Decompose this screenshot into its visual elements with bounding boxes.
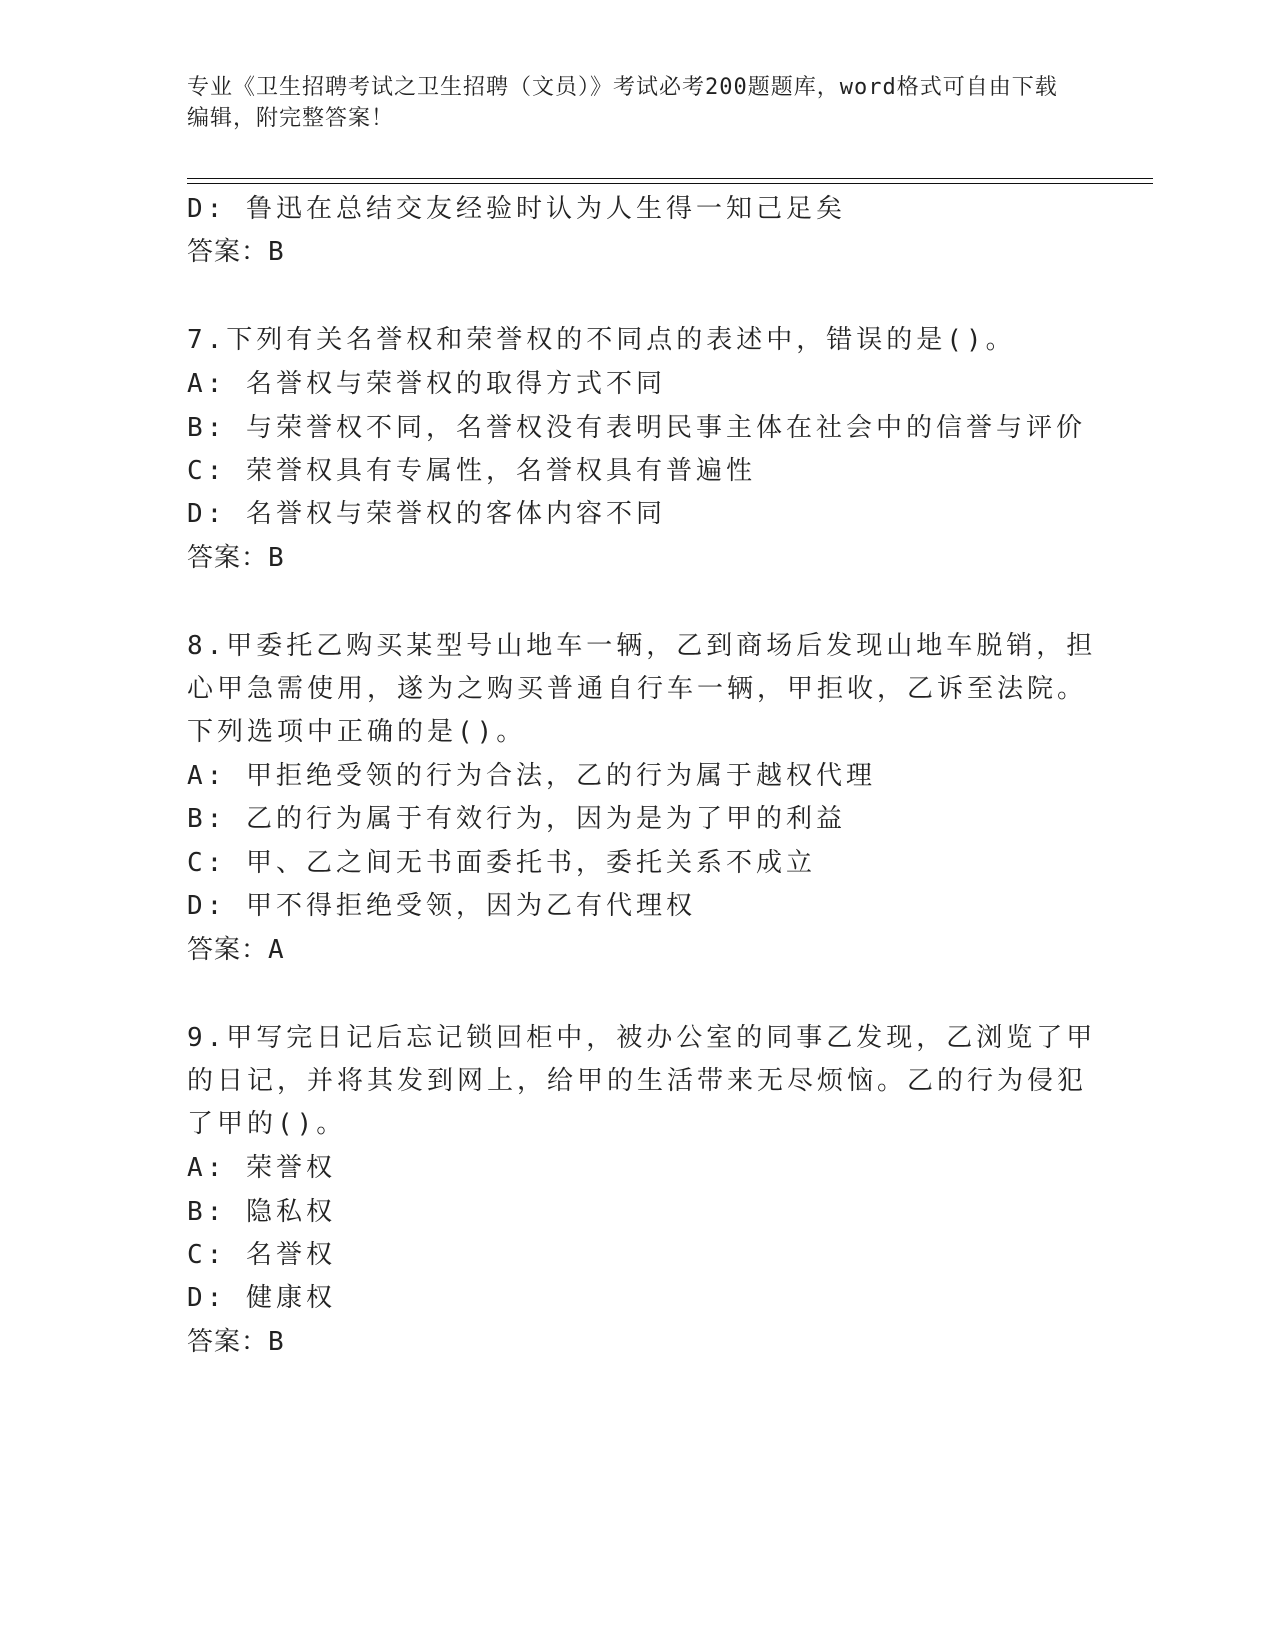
q7-option-c: C: 荣誉权具有专属性，名誉权具有普遍性	[187, 456, 756, 486]
q9-stem-line-3: 了甲的()。	[187, 1109, 347, 1139]
q8-answer: 答案：A	[187, 935, 285, 965]
q9-answer: 答案：B	[187, 1327, 285, 1357]
q8-option-d: D: 甲不得拒绝受领，因为乙有代理权	[187, 891, 696, 921]
document-header: 专业《卫生招聘考试之卫生招聘（文员）》考试必考200题题库，word格式可自由下载编辑，附完整答案！	[187, 75, 1058, 131]
q8-stem-line-3: 下列选项中正确的是()。	[187, 717, 527, 747]
q9-stem-line-2: 的日记，并将其发到网上，给甲的生活带来无尽烦恼。乙的行为侵犯	[187, 1066, 1088, 1096]
header-divider-top	[187, 178, 1153, 179]
q8-option-c: C: 甲、乙之间无书面委托书，委托关系不成立	[187, 848, 816, 878]
q7-stem: 7.下列有关名誉权和荣誉权的不同点的表述中，错误的是()。	[187, 325, 1016, 355]
q7-option-d: D: 名誉权与荣誉权的客体内容不同	[187, 499, 666, 529]
q9-stem-line-1: 9.甲写完日记后忘记锁回柜中，被办公室的同事乙发现，乙浏览了甲	[187, 1023, 1097, 1053]
q9-option-c: C: 名誉权	[187, 1240, 336, 1270]
q9-option-b: B: 隐私权	[187, 1197, 336, 1227]
header-divider-bottom	[187, 183, 1153, 184]
prev-option-d: D: 鲁迅在总结交友经验时认为人生得一知己足矣	[187, 194, 846, 224]
prev-answer: 答案：B	[187, 237, 285, 267]
q7-answer: 答案：B	[187, 543, 285, 573]
q8-stem-line-2: 心甲急需使用，遂为之购买普通自行车一辆，甲拒收，乙诉至法院。	[187, 674, 1088, 704]
q9-option-d: D: 健康权	[187, 1283, 336, 1313]
q8-option-b: B: 乙的行为属于有效行为，因为是为了甲的利益	[187, 804, 846, 834]
q9-option-a: A: 荣誉权	[187, 1153, 336, 1183]
q8-stem-line-1: 8.甲委托乙购买某型号山地车一辆，乙到商场后发现山地车脱销，担	[187, 631, 1097, 661]
q7-option-a: A: 名誉权与荣誉权的取得方式不同	[187, 369, 666, 399]
q7-option-b: B: 与荣誉权不同，名誉权没有表明民事主体在社会中的信誉与评价	[187, 413, 1086, 443]
q8-option-a: A: 甲拒绝受领的行为合法，乙的行为属于越权代理	[187, 761, 876, 791]
